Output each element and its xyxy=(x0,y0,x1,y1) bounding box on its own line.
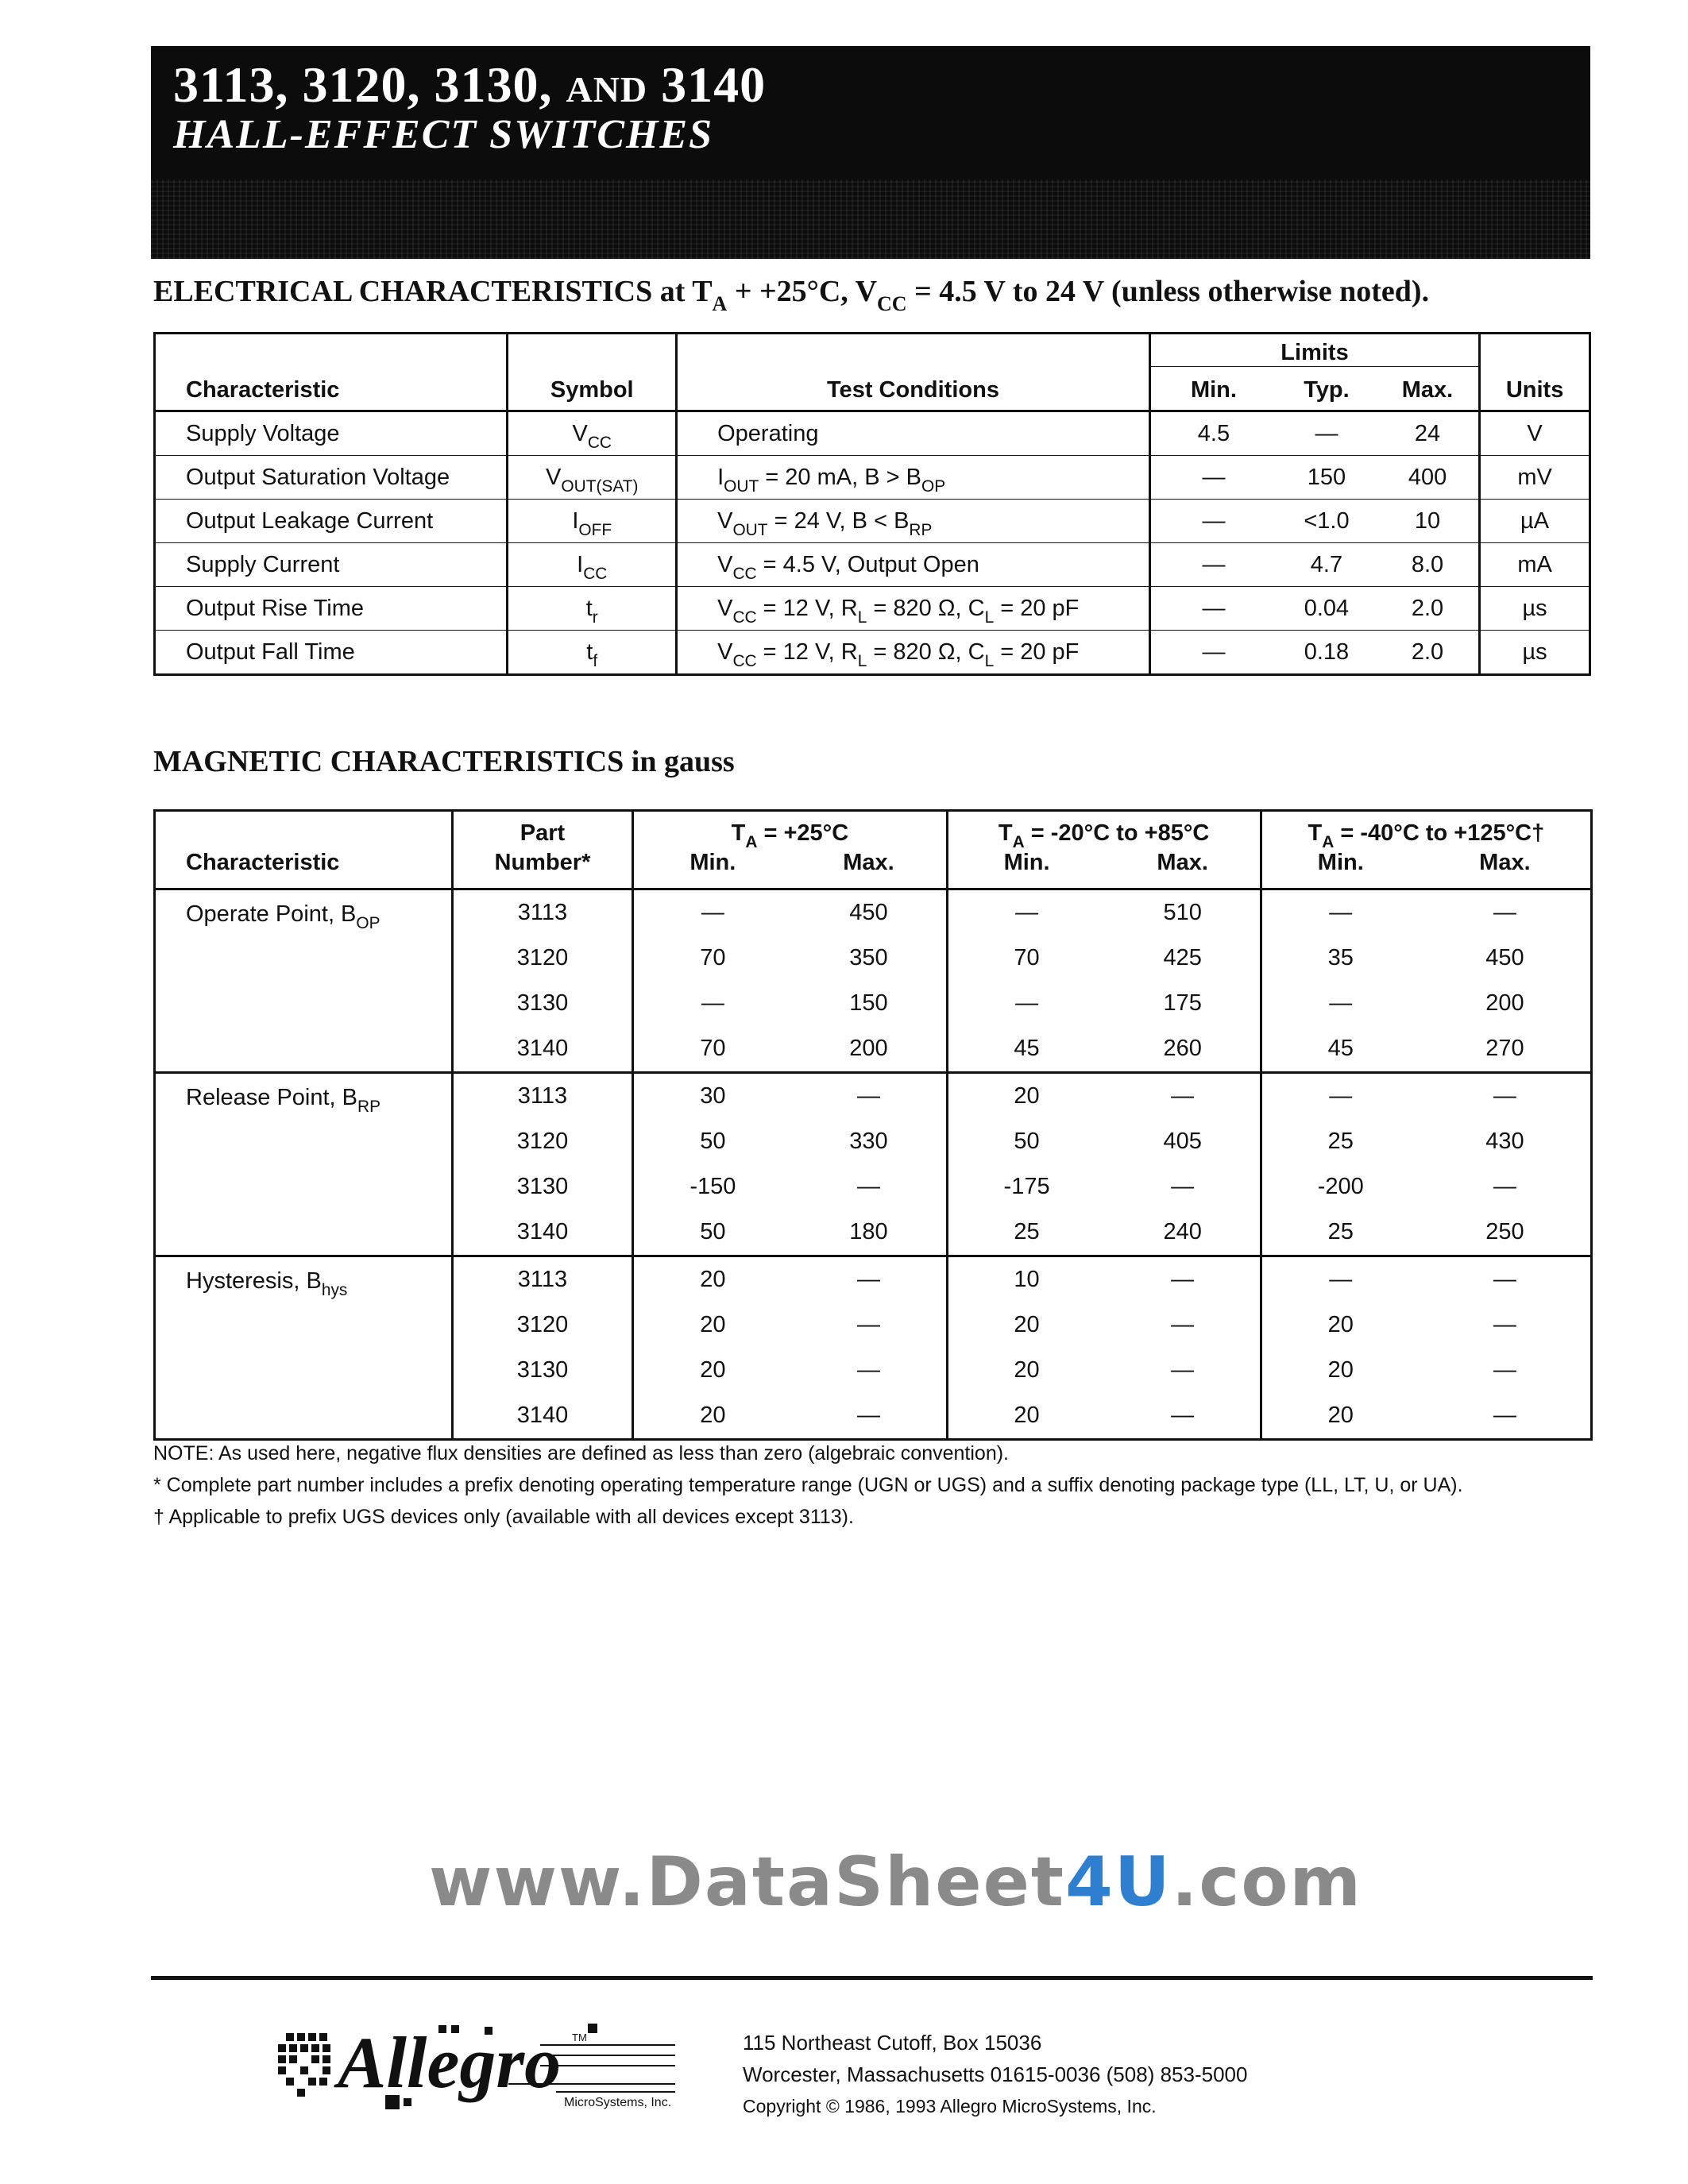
min-cell: — xyxy=(1149,500,1277,543)
condition-subscript: L xyxy=(857,608,867,627)
min-cell: — xyxy=(633,981,792,1026)
characteristic-cell xyxy=(155,1256,453,1440)
symbol-cell xyxy=(508,631,677,675)
electrical-table-body xyxy=(155,411,1590,675)
min-cell: — xyxy=(1149,543,1277,587)
watermark-accent: 4U xyxy=(1065,1843,1172,1922)
condition-subscript: CC xyxy=(732,564,757,583)
header-range-25 xyxy=(633,811,947,852)
part-number-cell: 3113 xyxy=(452,889,633,936)
max-cell: — xyxy=(1493,1174,1516,1199)
max-cell: 2.0 xyxy=(1411,639,1444,665)
max-cell: — xyxy=(1493,1083,1516,1109)
min-cell: 25 xyxy=(1261,1210,1420,1256)
title-part: in gauss xyxy=(624,745,735,778)
range-label: = -40°C to +125°C† xyxy=(1334,820,1545,846)
condition-text: = 12 V, R xyxy=(756,639,858,665)
test-condition-cell xyxy=(677,631,1150,675)
header-max: Max. xyxy=(1377,367,1480,411)
note-negative-flux: NOTE: As used here, negative flux densities are defined as less than zero (algebraic convention). xyxy=(153,1442,1009,1464)
header-min: Min. xyxy=(1149,367,1277,411)
header-test-conditions: Test Conditions xyxy=(677,334,1150,411)
min-cell: 20 xyxy=(1261,1302,1420,1348)
header-limits: Limits xyxy=(1149,334,1479,367)
symbol-subscript: f xyxy=(593,651,598,670)
max-cell: — xyxy=(1171,1357,1195,1383)
characteristic-name: Operate Point, B xyxy=(186,901,357,927)
characteristic-cell: Supply Current xyxy=(155,543,508,587)
max-cell: 405 xyxy=(1163,1129,1202,1154)
condition-subscript: OP xyxy=(921,477,946,496)
symbol-base: V xyxy=(572,420,588,446)
max-cell: 250 xyxy=(1420,1210,1592,1256)
max-cell: 330 xyxy=(849,1129,888,1154)
condition-text: = 4.5 V, Output Open xyxy=(756,551,979,577)
symbol-subscript: OUT(SAT) xyxy=(561,477,639,496)
max-cell: — xyxy=(1493,1403,1516,1428)
min-cell: 20 xyxy=(947,1302,1106,1348)
range-label: = -20°C to +85°C xyxy=(1024,820,1210,846)
title-subscript: CC xyxy=(877,292,907,315)
header-band xyxy=(151,46,1590,259)
min-cell: 20 xyxy=(633,1393,792,1440)
range-label: = +25°C xyxy=(757,820,849,846)
part-number-cell: 3120 xyxy=(452,1119,633,1164)
min-cell: 50 xyxy=(633,1210,792,1256)
characteristic-cell: Supply Voltage xyxy=(155,411,508,456)
min-cell: — xyxy=(1149,587,1277,631)
header-number: Number* xyxy=(452,847,633,889)
note-part-number: * Complete part number includes a prefix denoting operating temperature range (UGN or UGS) and a suffix denoting package type (LL, LT, U, or UA). xyxy=(153,1474,1463,1496)
max-cell: 270 xyxy=(1420,1026,1592,1073)
max-cell: 350 xyxy=(849,945,888,970)
typ-cell: 0.18 xyxy=(1304,639,1350,665)
test-condition-cell xyxy=(677,411,1150,456)
min-cell: — xyxy=(947,981,1106,1026)
min-cell: -175 xyxy=(947,1164,1106,1210)
units-cell: µA xyxy=(1480,500,1590,543)
max-cell: 180 xyxy=(791,1210,947,1256)
part-number-cell: 3120 xyxy=(452,1302,633,1348)
max-cell: 2.0 xyxy=(1377,587,1480,631)
max-cell: — xyxy=(1493,1267,1516,1292)
symbol-subscript: OFF xyxy=(578,520,612,539)
min-cell: 45 xyxy=(1261,1026,1420,1073)
max-cell: — xyxy=(856,1357,880,1383)
electrical-row xyxy=(155,631,1590,675)
range-subscript: A xyxy=(1012,833,1025,852)
document-subtitle: HALL-EFFECT SWITCHES xyxy=(173,112,714,157)
part-number-cell: 3120 xyxy=(452,936,633,981)
electrical-row xyxy=(155,411,1590,456)
min-cell: 10 xyxy=(947,1256,1106,1303)
test-condition-cell xyxy=(677,500,1150,543)
part-number-cell: 3130 xyxy=(452,1348,633,1393)
units-cell: µs xyxy=(1480,631,1590,675)
max-cell: — xyxy=(856,1267,880,1292)
and-word: AND xyxy=(566,69,648,110)
part-number-cell: 3140 xyxy=(452,1393,633,1440)
min-cell: 20 xyxy=(1261,1393,1420,1440)
max-cell: — xyxy=(1493,1357,1516,1383)
header-range-125 xyxy=(1261,811,1591,852)
min-cell: 25 xyxy=(947,1210,1106,1256)
watermark-text: .com xyxy=(1171,1843,1363,1922)
condition-text: = 20 pF xyxy=(994,595,1080,621)
max-cell: 200 xyxy=(1485,990,1524,1016)
title-part: + +25°C, V xyxy=(727,275,878,308)
min-cell: — xyxy=(1149,631,1277,675)
magnetic-row xyxy=(155,889,1592,936)
min-cell: 4.5 xyxy=(1149,411,1277,456)
header-part: Part xyxy=(452,811,633,847)
electrical-row xyxy=(155,587,1590,631)
max-cell: 150 xyxy=(849,990,888,1016)
characteristic-cell xyxy=(155,1073,453,1256)
condition-text: Operating xyxy=(717,420,819,446)
symbol-cell xyxy=(508,587,677,631)
min-cell: 20 xyxy=(947,1393,1106,1440)
characteristic-subscript: OP xyxy=(356,914,380,933)
min-cell: 70 xyxy=(633,936,792,981)
symbol-base: I xyxy=(572,507,579,534)
typ-cell: <1.0 xyxy=(1277,500,1377,543)
part-number-cell: 3113 xyxy=(452,1256,633,1303)
part-number-cell: 3113 xyxy=(452,1073,633,1120)
part-numbers-title xyxy=(173,56,766,114)
min-cell: 20 xyxy=(633,1256,792,1303)
characteristic-cell: Output Leakage Current xyxy=(155,500,508,543)
min-cell: 70 xyxy=(633,1026,792,1073)
header-max: Max. xyxy=(791,847,947,889)
max-cell: 240 xyxy=(1106,1210,1261,1256)
allegro-logo xyxy=(270,2009,683,2120)
max-cell: 430 xyxy=(1485,1129,1524,1154)
condition-subscript: OUT xyxy=(732,520,768,539)
condition-text: V xyxy=(717,551,733,577)
electrical-characteristics-table xyxy=(153,332,1591,676)
part-number-last: 3140 xyxy=(661,56,767,113)
header-symbol: Symbol xyxy=(508,334,677,411)
header-characteristic: Characteristic xyxy=(155,334,508,411)
part-number-cell: 3130 xyxy=(452,981,633,1026)
min-cell: 20 xyxy=(947,1073,1106,1120)
max-cell: — xyxy=(856,1174,880,1199)
condition-subscript: L xyxy=(984,608,995,627)
header-spacer xyxy=(155,811,453,847)
symbol-base: V xyxy=(546,464,562,490)
title-subscript: A xyxy=(712,292,728,315)
max-cell: — xyxy=(1171,1312,1195,1337)
max-cell: — xyxy=(856,1312,880,1337)
min-cell: 20 xyxy=(947,1348,1106,1393)
max-cell: 450 xyxy=(849,900,888,925)
test-condition-cell xyxy=(677,456,1150,500)
company-address xyxy=(743,2027,1247,2122)
min-cell: — xyxy=(633,889,792,936)
electrical-row xyxy=(155,543,1590,587)
symbol-base: t xyxy=(586,639,593,665)
logo-subtitle: MicroSystems, Inc. xyxy=(564,2096,672,2109)
condition-text: V xyxy=(717,639,733,665)
header-units: Units xyxy=(1480,367,1590,411)
characteristic-cell: Output Rise Time xyxy=(155,587,508,631)
max-cell: — xyxy=(856,1083,880,1109)
test-condition-cell xyxy=(677,587,1150,631)
min-cell: — xyxy=(1261,981,1420,1026)
units-cell: mA xyxy=(1480,543,1590,587)
max-cell: 400 xyxy=(1377,456,1480,500)
min-cell: -150 xyxy=(633,1164,792,1210)
range-label: T xyxy=(731,820,746,846)
electrical-section-title xyxy=(153,274,1430,315)
magnetic-table-body xyxy=(155,889,1592,1440)
max-cell: 260 xyxy=(1106,1026,1261,1073)
magnetic-row xyxy=(155,1073,1592,1120)
range-subscript: A xyxy=(745,833,758,852)
symbol-subscript: CC xyxy=(587,433,612,452)
condition-text: I xyxy=(717,464,724,490)
max-cell: 510 xyxy=(1163,900,1202,925)
header-range-85 xyxy=(947,811,1261,852)
logo-trademark: TM xyxy=(572,2032,587,2043)
part-numbers: 3113, 3120, 3130, xyxy=(173,56,553,113)
max-cell: 450 xyxy=(1485,945,1524,970)
min-cell: — xyxy=(1261,889,1420,936)
symbol-cell xyxy=(508,500,677,543)
max-cell: — xyxy=(1171,1174,1195,1199)
condition-subscript: RP xyxy=(909,520,933,539)
min-cell: 50 xyxy=(633,1119,792,1164)
allegro-logo-graphic xyxy=(270,2009,683,2120)
address-line-1: 115 Northeast Cutoff, Box 15036 xyxy=(743,2031,1042,2055)
min-cell: — xyxy=(1149,456,1277,500)
header-min: Min. xyxy=(1261,847,1420,889)
notes-block xyxy=(153,1437,1463,1533)
condition-text: = 820 Ω, C xyxy=(867,595,985,621)
test-condition-cell xyxy=(677,543,1150,587)
min-cell: 20 xyxy=(633,1302,792,1348)
characteristic-name: Hysteresis, B xyxy=(186,1268,322,1294)
header-max: Max. xyxy=(1420,847,1592,889)
characteristic-subscript: RP xyxy=(357,1098,381,1117)
min-cell: 70 xyxy=(947,936,1106,981)
typ-cell: 4.7 xyxy=(1277,543,1377,587)
characteristic-cell: Output Saturation Voltage xyxy=(155,456,508,500)
max-cell: — xyxy=(1171,1403,1195,1428)
condition-text: = 24 V, B < B xyxy=(767,507,910,534)
condition-subscript: L xyxy=(984,651,995,670)
range-subscript: A xyxy=(1322,833,1335,852)
min-cell: 25 xyxy=(1261,1119,1420,1164)
max-cell: 24 xyxy=(1377,411,1480,456)
header-units-spacer xyxy=(1480,334,1590,367)
min-cell: 30 xyxy=(633,1073,792,1120)
min-cell: 20 xyxy=(633,1348,792,1393)
max-cell: — xyxy=(1171,1267,1195,1292)
max-cell: 175 xyxy=(1163,990,1202,1016)
min-cell: 50 xyxy=(947,1119,1106,1164)
title-part: = 4.5 V to 24 V (unless otherwise noted). xyxy=(906,275,1430,308)
condition-subscript: L xyxy=(857,651,867,670)
title-part: ELECTRICAL CHARACTERISTICS at T xyxy=(153,275,713,308)
electrical-row xyxy=(155,500,1590,543)
symbol-subscript: CC xyxy=(583,564,608,583)
symbol-cell xyxy=(508,456,677,500)
copyright: Copyright © 1986, 1993 Allegro MicroSystems, Inc. xyxy=(743,2096,1157,2116)
symbol-cell xyxy=(508,411,677,456)
condition-text: = 12 V, R xyxy=(756,595,858,621)
max-cell: — xyxy=(1493,1312,1516,1337)
min-cell: 45 xyxy=(947,1026,1106,1073)
max-cell: 200 xyxy=(791,1026,947,1073)
typ-cell: 150 xyxy=(1277,456,1377,500)
max-cell: — xyxy=(856,1403,880,1428)
max-cell: 425 xyxy=(1163,945,1202,970)
symbol-subscript: r xyxy=(592,608,598,627)
electrical-row xyxy=(155,456,1590,500)
header-typ: Typ. xyxy=(1277,367,1377,411)
condition-text: = 20 mA, B > B xyxy=(759,464,921,490)
magnetic-characteristics-table xyxy=(153,809,1593,1441)
address-line-2: Worcester, Massachusetts 01615-0036 (508) 853-5000 xyxy=(743,2062,1248,2086)
min-cell: -200 xyxy=(1261,1164,1420,1210)
condition-text: = 20 pF xyxy=(994,639,1080,665)
units-cell: mV xyxy=(1480,456,1590,500)
characteristic-subscript: hys xyxy=(321,1281,348,1300)
note-ugs-devices: † Applicable to prefix UGS devices only (available with all devices except 3113). xyxy=(153,1506,854,1528)
part-number-cell: 3140 xyxy=(452,1026,633,1073)
typ-cell: 0.04 xyxy=(1277,587,1377,631)
watermark-link[interactable] xyxy=(429,1843,1362,1922)
part-number-cell: 3130 xyxy=(452,1164,633,1210)
condition-subscript: CC xyxy=(732,651,757,670)
header-characteristic: Characteristic xyxy=(155,847,453,889)
min-cell: — xyxy=(1261,1256,1420,1303)
logo-wordmark: Allegro xyxy=(338,2022,562,2103)
characteristic-cell xyxy=(155,889,453,1073)
condition-subscript: OUT xyxy=(724,477,759,496)
header-texture xyxy=(151,179,1590,259)
min-cell: — xyxy=(947,889,1106,936)
title-part: MAGNETIC CHARACTERISTICS xyxy=(153,745,624,778)
symbol-base: I xyxy=(577,551,584,577)
max-cell: — xyxy=(1493,900,1516,925)
header-min: Min. xyxy=(633,847,792,889)
units-cell: µs xyxy=(1480,587,1590,631)
max-cell: — xyxy=(1171,1083,1195,1109)
condition-subscript: CC xyxy=(732,608,757,627)
range-label: T xyxy=(1308,820,1323,846)
condition-text: V xyxy=(717,595,733,621)
max-cell: 10 xyxy=(1377,500,1480,543)
max-cell: 8.0 xyxy=(1377,543,1480,587)
characteristic-cell: Output Fall Time xyxy=(186,639,355,665)
symbol-cell xyxy=(508,543,677,587)
min-cell: — xyxy=(1261,1073,1420,1120)
characteristic-name: Release Point, B xyxy=(186,1085,358,1110)
condition-text: V xyxy=(717,507,733,534)
condition-text: = 820 Ω, C xyxy=(867,639,985,665)
watermark-text: www.DataSheet xyxy=(429,1843,1066,1922)
part-number-cell: 3140 xyxy=(452,1210,633,1256)
symbol-base: t xyxy=(585,595,593,621)
header-max: Max. xyxy=(1106,847,1261,889)
magnetic-row xyxy=(155,1256,1592,1303)
header-min: Min. xyxy=(947,847,1106,889)
min-cell: 35 xyxy=(1261,936,1420,981)
typ-cell: — xyxy=(1277,411,1377,456)
footer-rule xyxy=(151,1976,1593,1980)
magnetic-section-title xyxy=(153,744,735,779)
min-cell: 20 xyxy=(1261,1348,1420,1393)
range-label: T xyxy=(998,820,1013,846)
units-cell: V xyxy=(1480,411,1590,456)
